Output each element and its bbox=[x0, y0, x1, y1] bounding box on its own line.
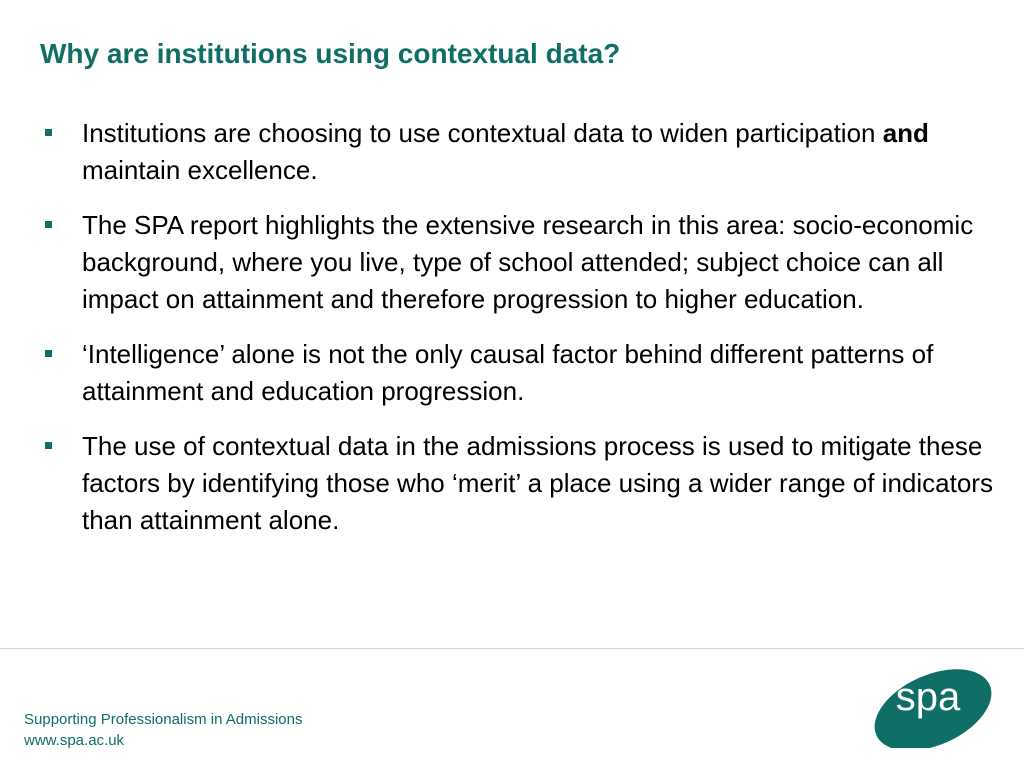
footer-url-link[interactable]: www.spa.ac.uk bbox=[24, 732, 125, 749]
bullet-item bbox=[40, 336, 1000, 410]
footer-tagline: Supporting Professionalism in Admissions bbox=[24, 711, 303, 728]
slide-title: Why are institutions using contextual data? bbox=[40, 38, 621, 69]
square-bullet-icon bbox=[45, 129, 52, 136]
square-bullet-icon bbox=[45, 442, 52, 449]
bullet-text bbox=[82, 118, 929, 185]
bullet-list bbox=[40, 115, 1000, 557]
square-bullet-icon bbox=[45, 221, 52, 228]
bullet-text-part: Institutions are choosing to use contextual data to widen participation bbox=[82, 118, 883, 148]
bullet-item bbox=[40, 115, 1000, 189]
footer-divider bbox=[0, 648, 1024, 649]
logo-text: spa bbox=[895, 675, 961, 719]
bullet-item bbox=[40, 207, 1000, 318]
bullet-text: The use of contextual data in the admissions process is used to mitigate these factors by identifying those who ‘merit’ a place using a wider range of indicators than attainment alone. bbox=[82, 431, 993, 535]
bullet-item bbox=[40, 428, 1000, 539]
square-bullet-icon bbox=[45, 350, 52, 357]
bullet-text: The SPA report highlights the extensive research in this area: socio-economic background, where you live, type of school attended; subject choice can all impact on attainment and therefore progression to higher education. bbox=[82, 210, 974, 314]
bullet-text-part: maintain excellence. bbox=[82, 155, 318, 185]
spa-logo-icon bbox=[868, 666, 998, 748]
bullet-text-bold: and bbox=[882, 118, 929, 148]
bullet-text: ‘Intelligence’ alone is not the only causal factor behind different patterns of attainment and education progression. bbox=[82, 339, 934, 406]
